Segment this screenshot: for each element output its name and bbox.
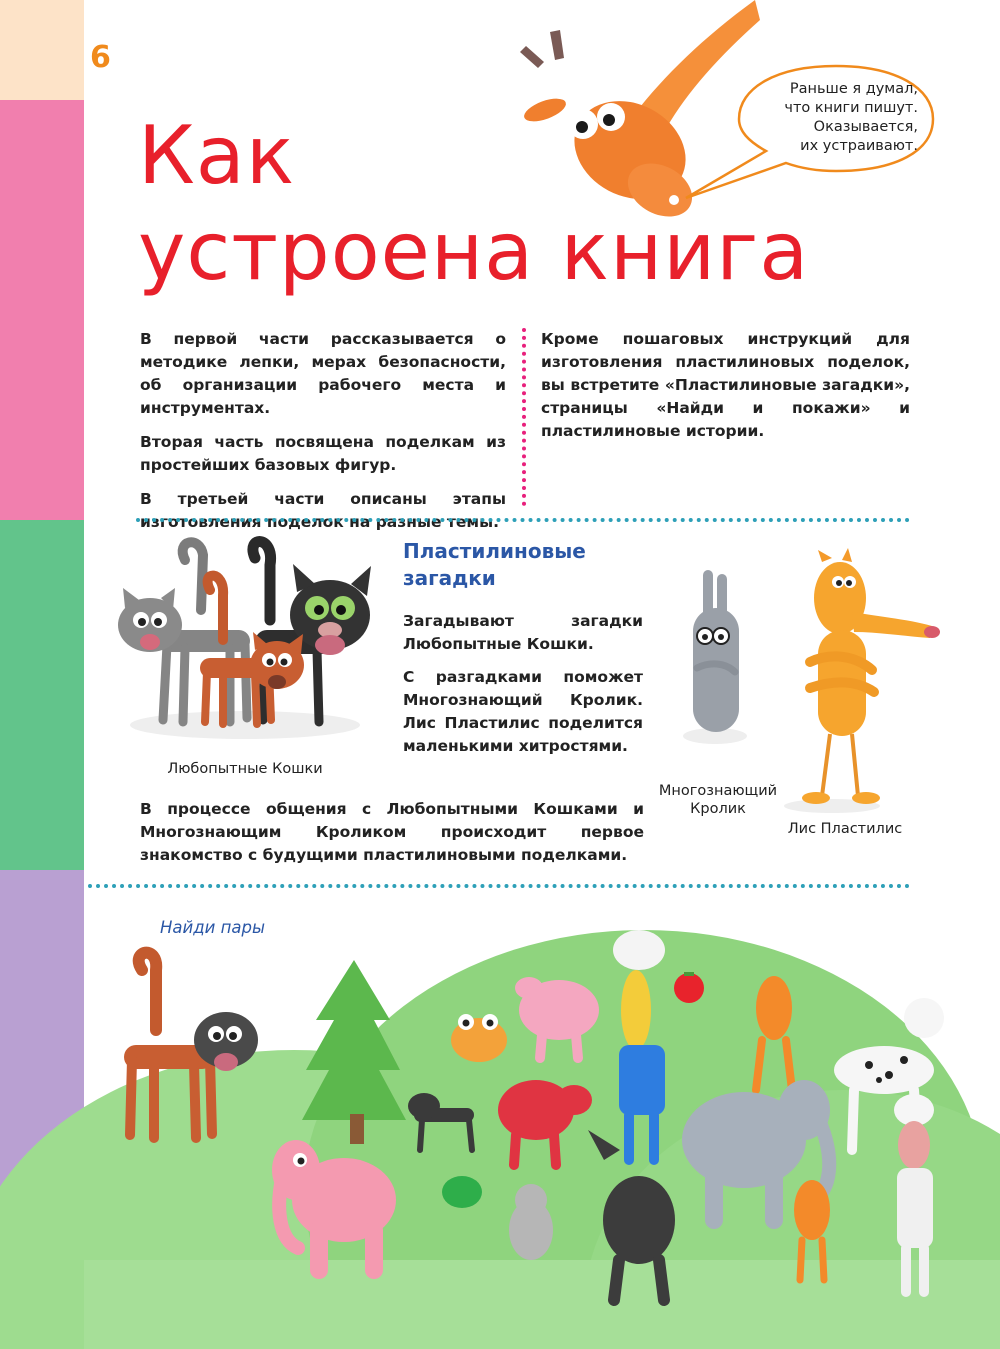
intro-paragraph: В первой части рассказывается о методике лепки, мерах безопасности, об организации рабочего места и инструментах. xyxy=(140,330,506,417)
column-divider xyxy=(522,328,526,506)
caption-curious-cats: Любопытные Кошки xyxy=(167,761,323,777)
intro-paragraph: В третьей части описаны этапы изготовления поделок на разные темы. xyxy=(140,490,506,531)
page-title-line-1: Как xyxy=(138,109,296,202)
section-divider xyxy=(136,518,910,522)
section-heading-line: Пластилиновые xyxy=(403,539,586,563)
puzzles-summary: В процессе общения с Любопытными Кошками и Многознающим Кроликом происходит первое знакомство с будущими пластилиновыми поделками. xyxy=(140,800,644,864)
speech-bubble-line: их устраивают. xyxy=(800,138,918,154)
puzzles-text xyxy=(403,610,643,768)
page-title-line-2: устроена книга xyxy=(138,205,810,298)
curious-cats-illustration xyxy=(105,540,375,750)
caption-line: Кролик xyxy=(690,801,746,817)
speech-bubble-line: Оказывается, xyxy=(813,119,918,135)
caption-rabbit xyxy=(650,782,786,818)
sidebar-band-pink xyxy=(0,100,84,520)
fox-illustration xyxy=(782,552,962,814)
intro-right-column xyxy=(541,328,910,454)
puzzles-paragraph: Загадывают загадки Любопытные Кошки. xyxy=(403,612,643,653)
intro-paragraph: Кроме пошаговых инструкций для изготовления пластилиновых поделок, вы встретите «Пластилиновые загадки», страницы «Найди и покажи» и пластилиновые истории. xyxy=(541,330,910,440)
puzzles-paragraph: С разгадками поможет Многознающий Кролик. Лис Пластилис поделится маленькими хитростями. xyxy=(403,668,643,755)
section-heading-puzzles xyxy=(403,538,586,592)
section-heading-line: загадки xyxy=(403,566,496,590)
caption-line: Многознающий xyxy=(658,783,778,799)
sidebar-band-peach xyxy=(0,0,84,100)
find-pairs-scene xyxy=(84,930,1000,1349)
intro-paragraph: Вторая часть посвящена поделкам из простейших базовых фигур. xyxy=(140,433,506,474)
section-divider xyxy=(88,884,910,888)
sidebar-band-green xyxy=(0,520,84,870)
find-pairs-label: Найди пары xyxy=(160,918,266,937)
speech-bubble-line: Раньше я думал, xyxy=(789,81,918,97)
caption-fox: Лис Пластилис xyxy=(787,821,903,837)
intro-left-column xyxy=(140,328,506,545)
rabbit-illustration xyxy=(675,568,755,748)
page-number: 6 xyxy=(90,40,111,75)
speech-bubble-line: что книги пишут. xyxy=(784,100,918,116)
speech-bubble-text xyxy=(754,80,918,156)
giraffe-illustration xyxy=(510,0,760,230)
